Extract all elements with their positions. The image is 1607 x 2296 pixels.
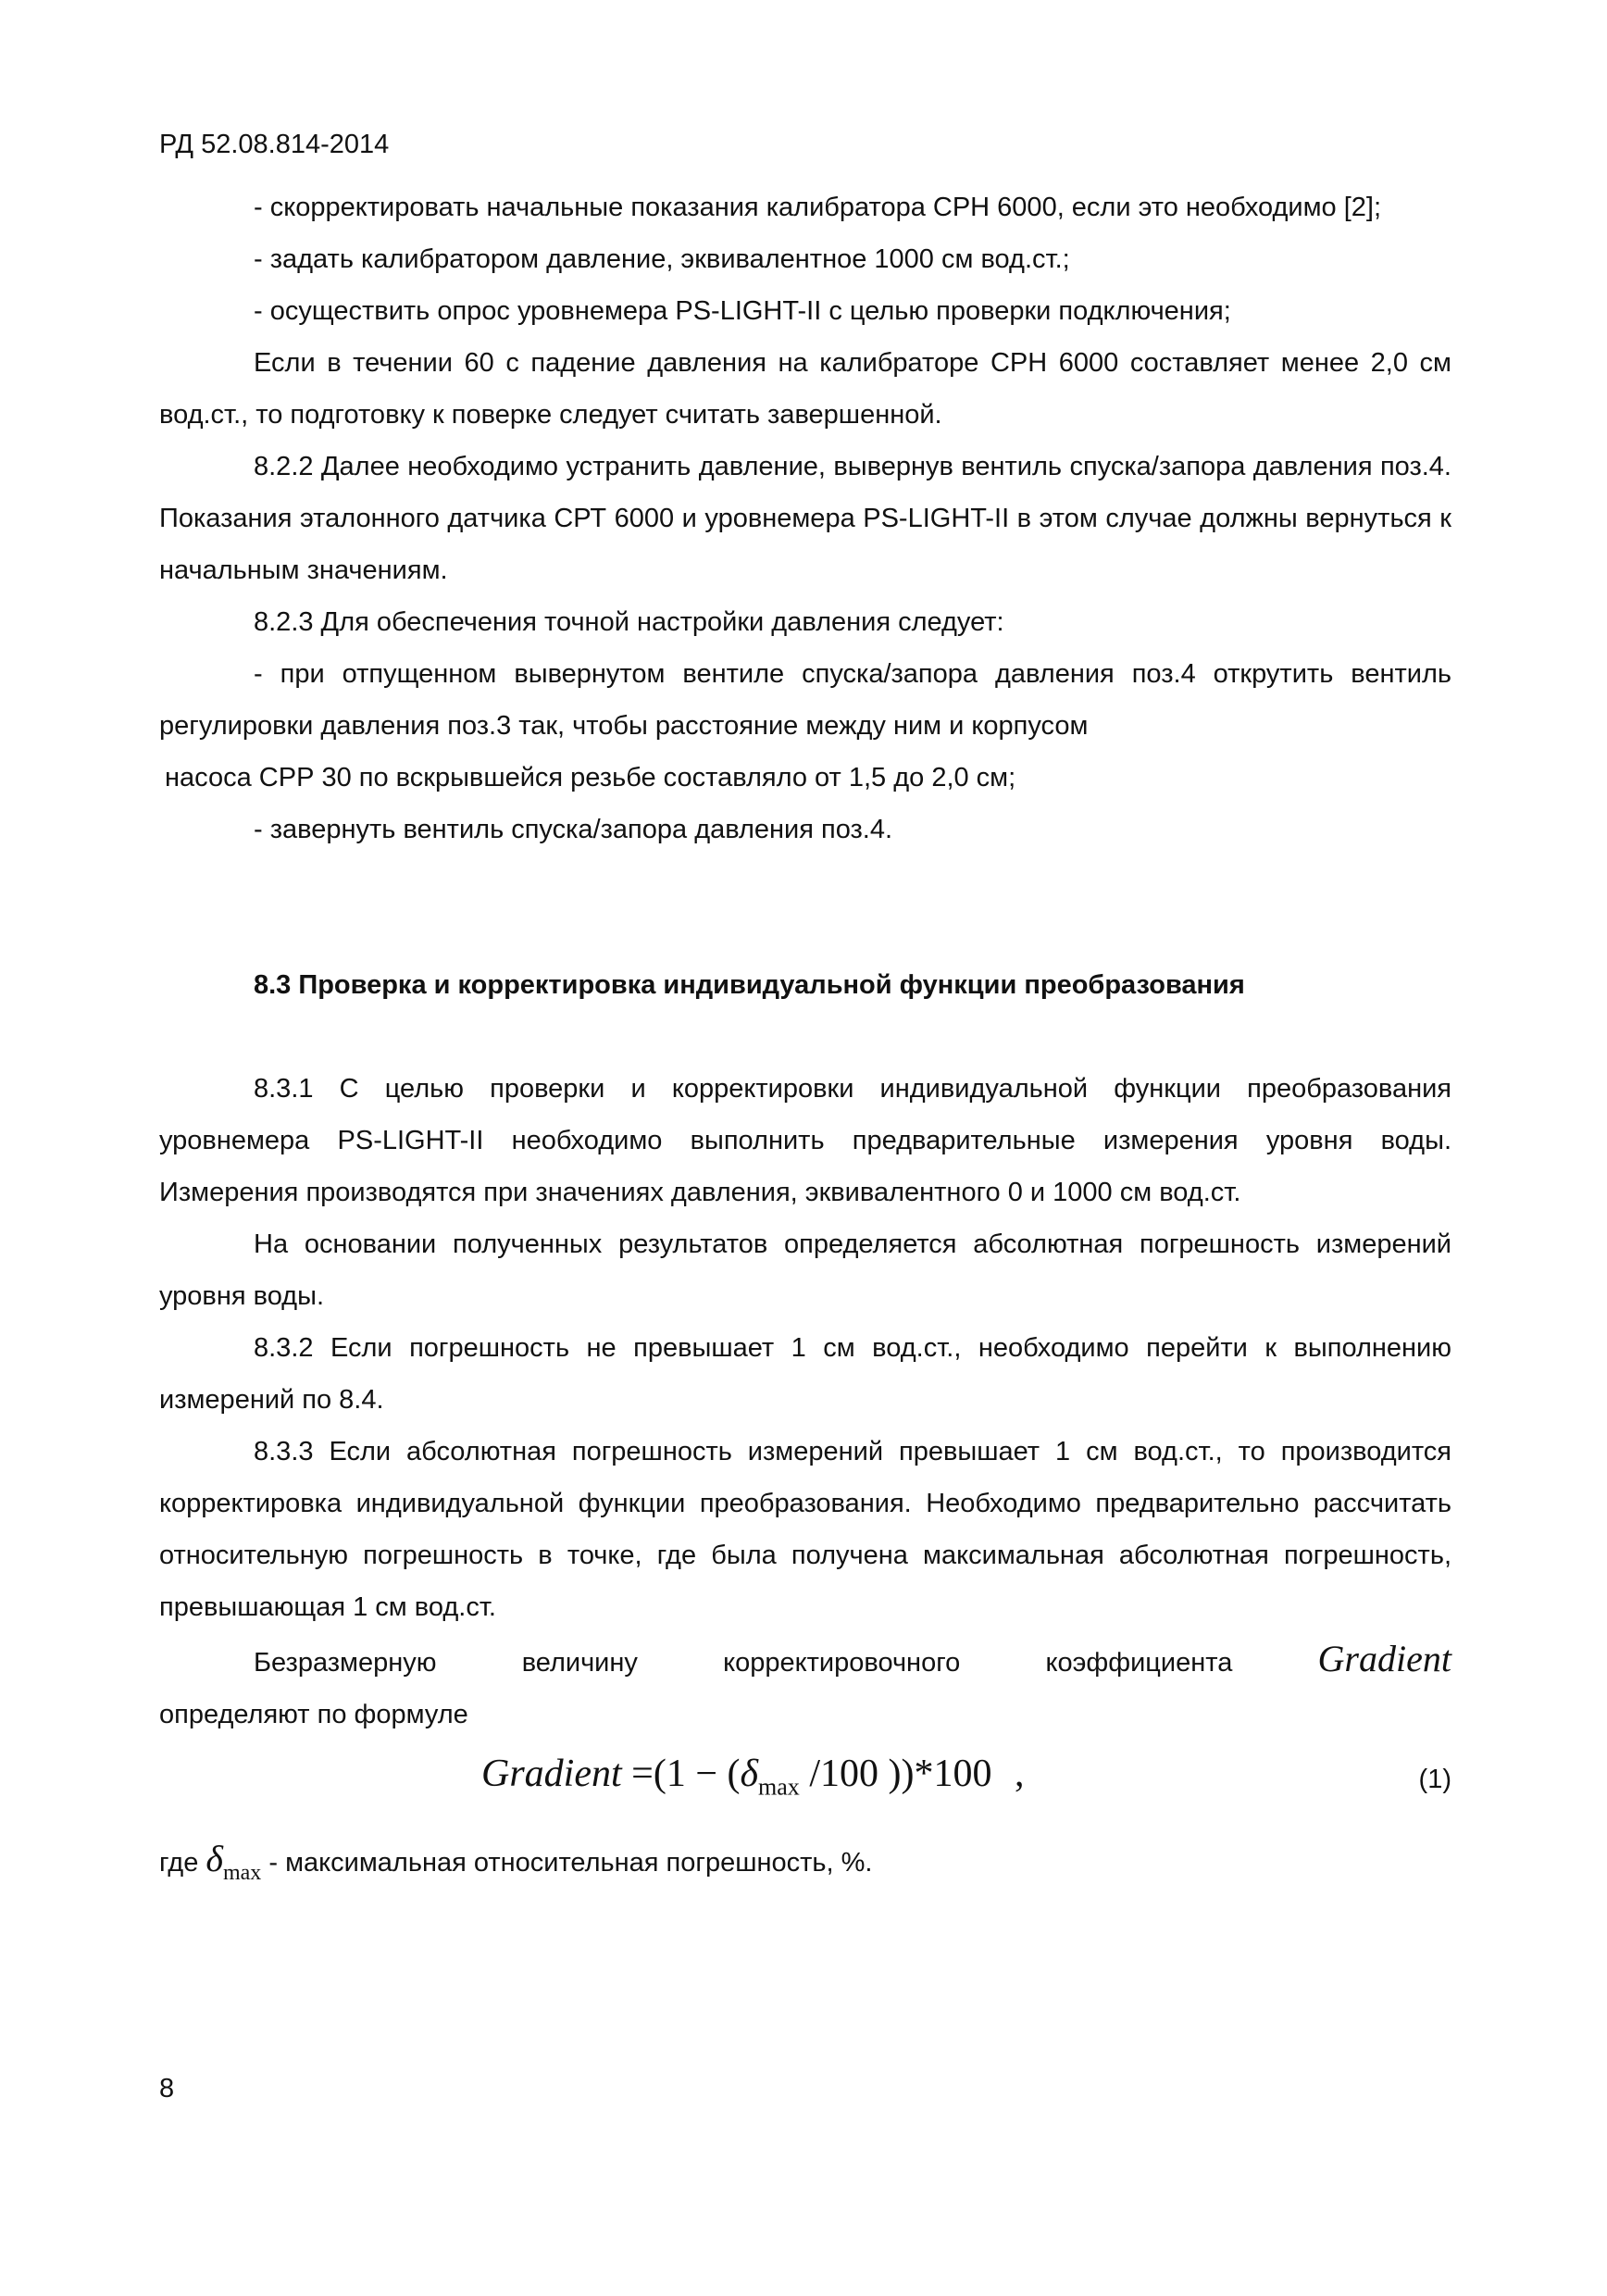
- formula-trailing-comma: ,: [1014, 1753, 1025, 1795]
- page-content: [159, 181, 1451, 1899]
- where-line: [159, 1833, 1451, 1899]
- paragraph: - задать калибратором давление, эквивалентное 1000 см вод.ст.;: [254, 244, 1070, 274]
- paragraph: Если в течении 60 с падение давления на калибраторе СРН 6000 составляет менее 2,0 см вод.ст., то подготовку к поверке следует считать завершенной.: [159, 348, 1451, 430]
- gradient-formula: [481, 1752, 1024, 1801]
- paragraph: - осуществить опрос уровнемера PS-LIGHT-II с целью проверки подключения;: [254, 296, 1231, 326]
- document-code: РД 52.08.814-2014: [159, 130, 390, 159]
- page-number: 8: [159, 2074, 175, 2103]
- gradient-intro-continuation: определяют по формуле: [159, 1700, 468, 1729]
- paragraph: На основании полученных результатов определяется абсолютная погрешность измерений уровня воды.: [159, 1229, 1451, 1311]
- formula-rhs-end: /100 ))*100: [799, 1753, 992, 1795]
- gradient-term: Gradient: [1317, 1638, 1451, 1679]
- intro-word: величину: [521, 1648, 638, 1678]
- paragraph: 8.2.3 Для обеспечения точной настройки давления следует:: [254, 607, 1004, 637]
- where-text: - максимальная относительная погрешность, %.: [261, 1848, 873, 1878]
- formula-block: [159, 1741, 1451, 1833]
- paragraph: - скорректировать начальные показания калибратора СРН 6000, если это необходимо [2];: [254, 193, 1382, 222]
- where-delta-symbol: [206, 1838, 262, 1885]
- formula-delta: δ: [740, 1753, 759, 1795]
- where-prefix: где: [159, 1848, 199, 1878]
- where-delta: δ: [206, 1838, 223, 1879]
- formula-rhs-start: =(1 − (: [631, 1753, 741, 1795]
- paragraph: - при отпущенном вывернутом вентиле спуска/запора давления поз.4 открутить вентиль регулировки давления поз.3 так, чтобы расстояние между ним и корпусом: [159, 659, 1451, 741]
- intro-word: корректировочного: [723, 1648, 961, 1678]
- paragraph: 8.3.1 С целью проверки и корректировки индивидуальной функции преобразования уровнемера PS-LIGHT-II необходимо выполнить предварительные измерения уровня воды. Измерения производятся при значениях давления, эквивалентного 0 и 1000 см вод.ст.: [159, 1074, 1451, 1207]
- section-title: 8.3 Проверка и корректировка индивидуальной функции преобразования: [254, 970, 1245, 1000]
- intro-word: коэффициента: [1045, 1648, 1233, 1678]
- paragraph: 8.3.2 Если погрешность не превышает 1 см вод.ст., необходимо перейти к выполнению измерений по 8.4.: [159, 1333, 1451, 1415]
- formula-delta-subscript: max: [758, 1773, 800, 1801]
- paragraph: - завернуть вентиль спуска/запора давления поз.4.: [254, 815, 893, 844]
- paragraph: 8.3.3 Если абсолютная погрешность измерений превышает 1 см вод.ст., то производится корректировка индивидуальной функции преобразования. Необходимо предварительно рассчитать относительную погрешность в точке, где была получена максимальная абсолютная погрешность, превышающая 1 см вод.ст.: [159, 1437, 1451, 1622]
- formula-lhs: Gradient: [481, 1753, 622, 1795]
- section-spacer: [159, 1011, 1451, 1063]
- paragraph: 8.2.2 Далее необходимо устранить давление, вывернув вентиль спуска/запора давления поз.4. Показания эталонного датчика СРТ 6000 и уровнемера PS-LIGHT-II в этом случае должны вернуться к начальным значениям.: [159, 452, 1451, 585]
- where-delta-subscript: max: [222, 1861, 262, 1885]
- paragraph: насоса СРР 30 по вскрывшейся резьбе составляло от 1,5 до 2,0 см;: [165, 763, 1016, 792]
- section-spacer: [159, 855, 1451, 959]
- intro-word: Безразмерную: [254, 1648, 437, 1678]
- equation-number: (1): [1418, 1765, 1451, 1794]
- gradient-intro-line: [159, 1633, 1451, 1689]
